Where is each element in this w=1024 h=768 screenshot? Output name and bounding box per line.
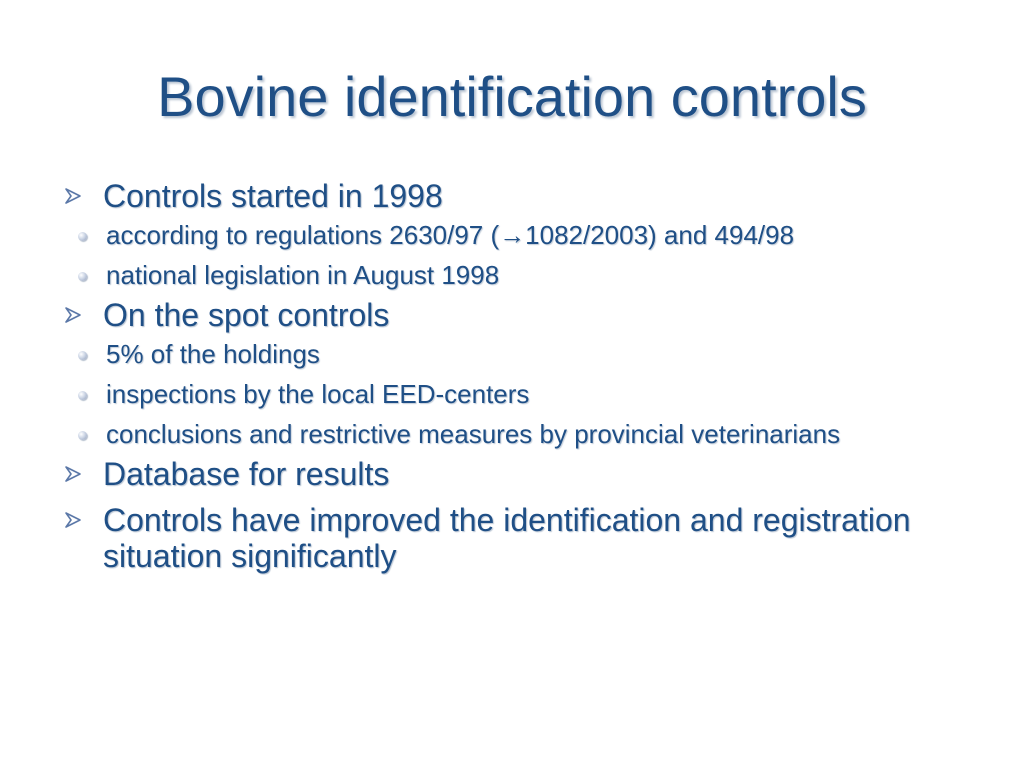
arrow-bullet-icon <box>64 187 82 205</box>
arrow-bullet-icon <box>64 511 82 529</box>
arrow-bullet-icon <box>64 465 82 483</box>
sub-bullet-item <box>62 380 962 408</box>
round-bullet-icon <box>78 431 87 440</box>
bullet-text: Controls have improved the identification and registration situation significantly <box>103 502 911 574</box>
bullet-text: Controls started in 1998 <box>103 178 443 214</box>
sub-bullet-item <box>62 340 962 368</box>
bullet-text: On the spot controls <box>103 297 390 333</box>
sub-bullet-item <box>62 420 962 448</box>
bullet-text: Database for results <box>103 456 390 492</box>
sub-bullet-text: conclusions and restrictive measures by provincial veterinarians <box>106 419 841 449</box>
sub-bullet-text: national legislation in August 1998 <box>106 260 500 290</box>
sub-bullet-item <box>62 221 962 249</box>
sub-bullet-text: 5% of the holdings <box>106 339 320 369</box>
round-bullet-icon <box>78 272 87 281</box>
sub-bullet-list <box>62 340 962 448</box>
bullet-item <box>62 456 962 492</box>
sub-bullet-text: inspections by the local EED-centers <box>106 379 530 409</box>
bullet-list <box>62 178 962 574</box>
arrow-bullet-icon <box>64 306 82 324</box>
sub-bullet-text: according to regulations 2630/97 (→1082/2003) and 494/98 <box>106 220 795 250</box>
sub-bullet-list <box>62 221 962 289</box>
bullet-item <box>62 178 962 214</box>
round-bullet-icon <box>78 351 87 360</box>
round-bullet-icon <box>78 391 87 400</box>
round-bullet-icon <box>78 232 87 241</box>
sub-bullet-item <box>62 261 962 289</box>
bullet-item <box>62 502 962 574</box>
slide-title: Bovine identification controls <box>157 65 867 128</box>
bullet-item <box>62 297 962 333</box>
